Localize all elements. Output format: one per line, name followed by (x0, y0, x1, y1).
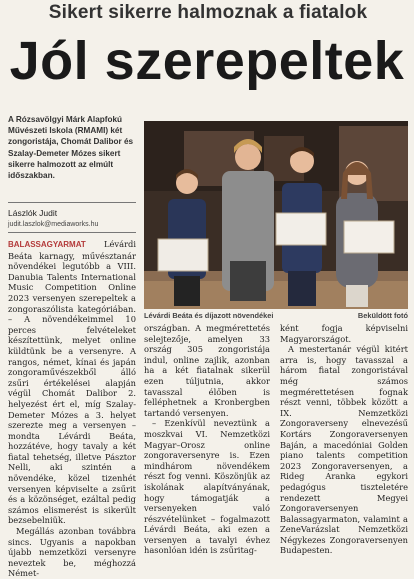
kicker-title: Sikert sikerre halmoznak a fiatalok (48, 2, 368, 23)
body-paragraph: országban. A megmérettetés selejtezője, amelyen 33 ország 305 zongoristája indul, online zajlik, azonban ha a két fiatalnak sikerül ezen túljutnia, akkor tavasszal élőben is felléphetnek a Kronbergben tartandó versenyen. (144, 323, 270, 418)
article-column-1 (8, 239, 136, 579)
photo-credit: Beküldött fotó (357, 311, 408, 320)
author-name: Lászlók Judit (8, 208, 58, 218)
lead-paragraph: A Rózsavölgyi Márk Alapfokú Művészeti Iskola (RMAMI) két zongoristája, Chomát Dalibor és Szalay-Demeter Mózes sikert sikerre halmozott az elmúlt időszakban. (8, 115, 134, 181)
article-photo (144, 121, 408, 309)
divider (8, 202, 136, 203)
body-text: Lévárdi Beáta karnagy, művésztanár növendékei legutóbb a VIII. Danubia Talents International Music Competition Online 2023 versenyen szerepeltek a zongoraszólista kategóriában. – A növendékeimmel 10 perces felvételeket készítettünk, melyet online küldtünk be a versenyre. A rangos, német, kínai és japán zongoraművészekből álló zsűri értékelései alapján végül Chomát Dalibor 2. helyezést ért el, míg Szalay-Demeter Mózes a 3. helyet szerezte meg a versenyen – mondta Lévárdi Beáta, hozzátéve, hogy tavaly a két fiatal tehetség, illetve Pásztor Nelli, aki szintén a növendéke, közel tizenhét versenyen képviselte a zsűrit és a közönséget, ezáltal pedig számos elismerést is sikerült bezsebelniük. (8, 239, 136, 526)
divider (8, 232, 136, 233)
photo-illustration (144, 121, 408, 309)
headline: Jól szerepeltek (9, 31, 405, 91)
photo-caption-row (144, 311, 408, 320)
article-column-2 (144, 323, 270, 565)
body-paragraph: A mestertanár végül kitért arra is, hogy tavasszal a három fiatal zongoristával még számos megmérettetésen fognak részt venni, többek között a IX. Nemzetközi Zongoraverseny elnevezésű Kortárs Zongoraversenyen Baján, a macedóniai Golden piano talents competition 2023 Zongoraversenyen, a Rideg Aranka egykori pedagógus tiszteletére rendezett Megyei Zongoraversenyen Balassagyarmaton, valamint a ZeneVarázslat Nemzetközi Négykezes Zongoraversenyen Budapesten. (280, 344, 408, 556)
dateline-location: BALASSAGYARMAT (8, 240, 86, 249)
body-paragraph: Megállás azonban továbbra sincs. Ugyanis a napokban újabb nemzetközi versenyre neveztek be, méghozzá Német- (8, 526, 136, 579)
photo-caption: Lévárdi Beáta és díjazott növendékei (144, 311, 274, 320)
author-email: judit.laszlok@mediaworks.hu (8, 221, 99, 228)
body-paragraph: ként fogja képviselni Magyarországot. (280, 323, 408, 344)
body-paragraph: – Ezenkívül neveztünk a moszkvai VI. Nemzetközi Magyar–Orosz online zongoraversenyre is. Ezen mindhárom növendékem részt fog venni. Köszönjük az iskolának alapítványának, hogy támogatják a versenyeken való részvételünket – fogalmazott Lévárdi Beáta, aki ezen a versenyen a tavalyi évhez hasonlóan idén is zsűritag- (144, 418, 270, 556)
article-column-3 (280, 323, 408, 565)
